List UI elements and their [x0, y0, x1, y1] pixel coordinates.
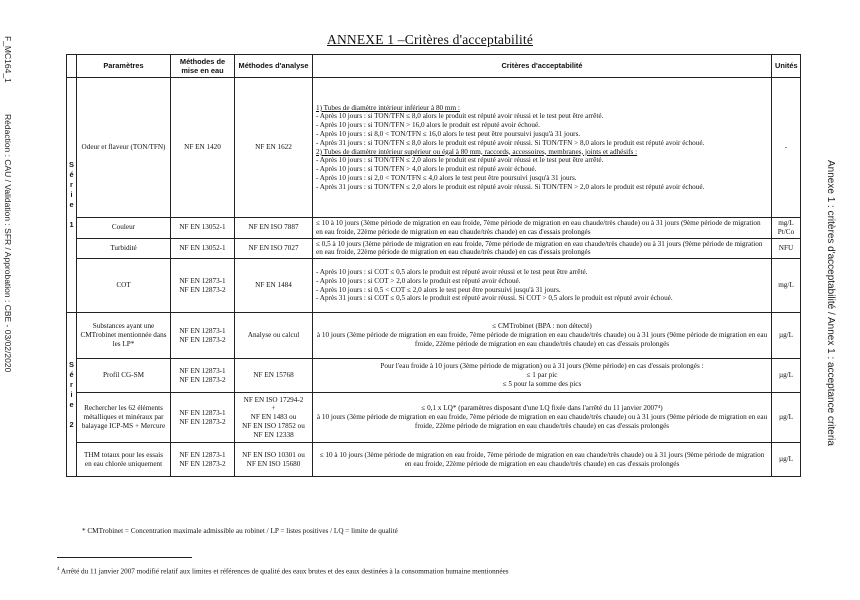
analyse-odeur: NF EN 1622: [235, 78, 313, 218]
table-row: [67, 238, 801, 259]
unit-thm: µg/L: [772, 443, 801, 477]
param-turbidite: Turbidité: [77, 238, 171, 259]
footnote: [57, 567, 509, 575]
header-methodes-analyse: Méthodes d'analyse: [235, 55, 313, 78]
table-note: * CMTrobinet = Concentration maximale admissible au robinet / LP = listes positives / LQ = limite de qualité: [82, 527, 398, 535]
analyse-thm: NF EN ISO 10301 ou NF EN ISO 15680: [235, 443, 313, 477]
header-serie: [67, 55, 77, 78]
table-row: [67, 393, 801, 443]
table-row: [67, 259, 801, 313]
criteria-table: [66, 54, 801, 477]
mise-metaux: NF EN 12873-1 NF EN 12873-2: [171, 393, 235, 443]
param-profil: Profil CG-SM: [77, 359, 171, 393]
table-row: [67, 359, 801, 393]
doc-code: F_MC164_1: [3, 36, 13, 83]
right-margin-text: Annexe 1 : critères d'acceptabilité / Annex 1 : acceptance criteria: [825, 160, 836, 446]
header-criteres: Critères d'acceptabilité: [313, 55, 772, 78]
serie-1-label: S é r i e 1: [67, 78, 77, 313]
unit-couleur: mg/L Pt/Co: [772, 218, 801, 239]
unit-turbidite: NFU: [772, 238, 801, 259]
table-header-row: [67, 55, 801, 78]
unit-metaux: µg/L: [772, 393, 801, 443]
page-title: ANNEXE 1 –Critères d'acceptabilité: [327, 32, 534, 47]
crit-profil: Pour l'eau froide à 10 jours (3ème période de migration) ou à 31 jours (9ème période) en cas d'essais prolongés : ≤ 1 par pic ≤ 5 pour la somme des pics: [313, 359, 772, 393]
param-metaux: Rechercher les 62 éléments métalliques et minéraux par balayage ICP-MS + Mercure: [77, 393, 171, 443]
unit-odeur: -: [772, 78, 801, 218]
analyse-turbidite: NF EN ISO 7027: [235, 238, 313, 259]
crit-turbidite: ≤ 0,5 à 10 jours (3ème période de migration en eau froide, 7ème période de migration en eau chaude/très chaude) ou à 31 jours (9ème période de migration en eau froide, 22ème période de migration en eau chaude/très chaude) en cas d'essais prolongés: [313, 238, 772, 259]
analyse-substances: Analyse ou calcul: [235, 313, 313, 359]
mise-turbidite: NF EN 13052-1: [171, 238, 235, 259]
crit-cot: - Après 10 jours : si COT ≤ 0,5 alors le produit est réputé avoir réussi et le test peut être arrêté. - Après 10 jours : si COT > 2,0 alors le produit est réputé avoir échoué. - Après 10 jours : si 0,5 < COT ≤ 2,0 alors le test peut être poursuivi jusqu'à 31 jours. - Après 31 jours : si COT ≤ 0,5 alors le produit est réputé avoir réussi. Si COT > 0,5 alors le produit est réputé avoir échoué.: [313, 259, 772, 313]
mise-substances: NF EN 12873-1 NF EN 12873-2: [171, 313, 235, 359]
mise-thm: NF EN 12873-1 NF EN 12873-2: [171, 443, 235, 477]
analyse-metaux: NF EN ISO 17294-2 + NF EN 1483 ou NF EN ISO 17852 ou NF EN 12338: [235, 393, 313, 443]
param-substances: Substances ayant une CMTrobinet mentionnée dans les LP*: [77, 313, 171, 359]
header-unites: Unités: [772, 55, 801, 78]
unit-profil: µg/L: [772, 359, 801, 393]
table-row: [67, 313, 801, 359]
param-couleur: Couleur: [77, 218, 171, 239]
header-methodes-mise: Méthodes de mise en eau: [171, 55, 235, 78]
left-margin-text: [3, 36, 13, 372]
crit-couleur: ≤ 10 à 10 jours (3ème période de migration en eau froide, 7ème période de migration en eau chaude/très chaude) ou à 31 jours (9ème période de migration en eau froide, 22ème période de migration en eau chaude/très chaude) en cas d'essais prolongés: [313, 218, 772, 239]
param-odeur: Odeur et flaveur (TON/TFN): [77, 78, 171, 218]
mise-odeur: NF EN 1420: [171, 78, 235, 218]
footnote-text: Arrêté du 11 janvier 2007 modifié relatif aux limites et références de qualité des eaux brutes et des eaux destinées à la consommation humaine mentionnées: [60, 567, 509, 576]
analyse-cot: NF EN 1484: [235, 259, 313, 313]
unit-substances: µg/L: [772, 313, 801, 359]
crit-thm: ≤ 10 à 10 jours (3ème période de migration en eau froide, 7ème période de migration en eau chaude/très chaude) ou à 31 jours (9ème période de migration en eau froide, 22ème période de migration en eau chaude/très chaude) en cas d'essais prolongés: [313, 443, 772, 477]
footnote-divider: [57, 557, 192, 558]
mise-couleur: NF EN 13052-1: [171, 218, 235, 239]
crit-substances: ≤ CMTrobinet (BPA : non détecté) à 10 jours (3ème période de migration en eau froide, 7ème période de migration en eau chaude/très chaude) ou à 31 jours (9ème période de migration en eau froide, 22ème période de migration en eau chaude/très chaude) en cas d'essais prolongés: [313, 313, 772, 359]
table-row: [67, 443, 801, 477]
mise-profil: NF EN 12873-1 NF EN 12873-2: [171, 359, 235, 393]
crit-odeur: 1) Tubes de diamètre intérieur inférieur à 80 mm : - Après 10 jours : si TON/TFN ≤ 8,0 alors le produit est réputé avoir réussi et le test peut être arrêté. - Après 10 jours : si TON/TFN > 16,0 alors le produit est réputé avoir échoué. - Après 10 jours : si 8,0 < TON/TFN ≤ 16,0 alors le test peut être poursuivi jusqu'à 31 jours. - Après 31 jours : si TON/TFN ≤ 8,0 alors le produit est réputé avoir réussi. Si TON/TFN > 8,0 alors le produit est réputé avoir échoué. 2) Tubes de diamètre intérieur supérieur ou égal à 80 mm, raccords, accessoires, membranes, joints et adhésifs : - Après 10 jours : si TON/TFN ≤ 2,0 alors le produit est réputé avoir réussi et le test peut être arrêté. - Après 10 jours : si TON/TFN > 4,0 alors le produit est réputé avoir échoué. - Après 10 jours : si 2,0 < TON/TFN ≤ 4,0 alors le test peut être poursuivi jusqu'à 31 jours. - Après 31 jours : si TON/TFN ≤ 2,0 alors le produit est réputé avoir réussi. Si TON/TFN > 2,0 alors le produit est réputé avoir échoué.: [313, 78, 772, 218]
crit-metaux: ≤ 0,1 x LQ* (paramètres disposant d'une LQ fixée dans l'arrêté du 11 janvier 2007⁴) à 10 jours (3ème période de migration en eau froide, 7ème période de migration en eau chaude/très chaude) ou à 31 jours (9ème période de migration en eau froide, 22ème période de migration en eau chaude/très chaude) en cas d'essais prolongés: [313, 393, 772, 443]
serie-2-label: S é r i e 2: [67, 313, 77, 477]
table-row: [67, 218, 801, 239]
header-parametres: Paramètres: [77, 55, 171, 78]
param-cot: COT: [77, 259, 171, 313]
doc-approval: Rédaction : CAU / Validation : SFR / Approbation : CBE - 03/02/2020: [3, 113, 13, 372]
table-row: [67, 78, 801, 218]
analyse-couleur: NF EN ISO 7887: [235, 218, 313, 239]
unit-cot: mg/L: [772, 259, 801, 313]
mise-cot: NF EN 12873-1 NF EN 12873-2: [171, 259, 235, 313]
analyse-profil: NF EN 15768: [235, 359, 313, 393]
param-thm: THM totaux pour les essais en eau chlorée uniquement: [77, 443, 171, 477]
footnote-mark: 4: [57, 567, 60, 572]
